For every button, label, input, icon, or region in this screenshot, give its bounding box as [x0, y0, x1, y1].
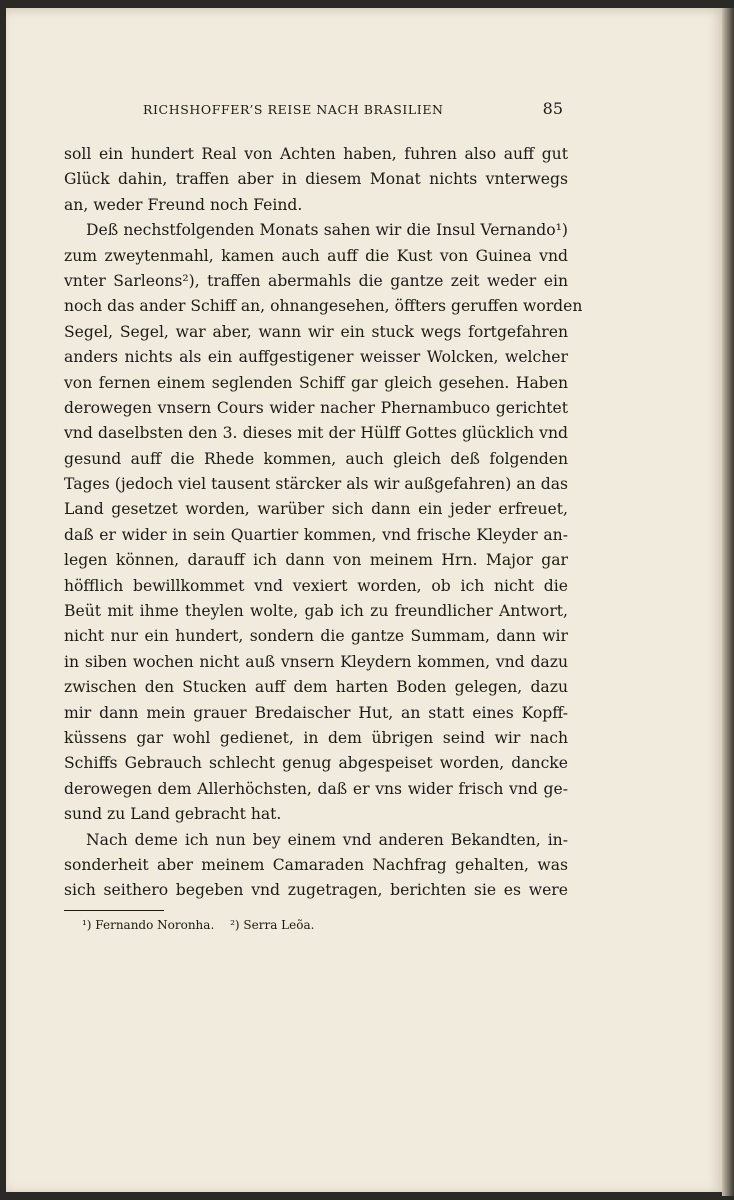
- text-line: legen können, darauff ich dann von meinem Hrn. Major gar: [64, 551, 568, 570]
- text-line: noch das ander Schiff an, ohnangesehen, öffters geruffen worden: [64, 297, 583, 316]
- text-line: Schiffs Gebrauch schlecht genug abgespeiset worden, dancke: [64, 754, 568, 773]
- text-line: vnter Sarleons²), traffen abermahls die gantze zeit weder ein: [64, 271, 568, 290]
- text-line: sund zu Land gebracht hat.: [64, 805, 282, 824]
- text-line: soll ein hundert Real von Achten haben, fuhren also auff gut: [64, 145, 568, 163]
- text-line: sich seithero begeben vnd zugetragen, berichten sie es were: [64, 881, 568, 900]
- page-edge-shadow: [722, 8, 734, 1196]
- text-line: Land gesetzet worden, warüber sich dann ein jeder erfreuet,: [64, 500, 568, 519]
- text-line: derowegen dem Allerhöchsten, daß er vns wider frisch vnd ge-: [64, 779, 568, 798]
- footnote-rule: [64, 910, 164, 911]
- text-line: derowegen vnsern Cours wider nacher Phernambuco gerichtet: [64, 398, 568, 417]
- text-line: Segel, Segel, war aber, wann wir ein stuck wegs fortgefahren: [64, 322, 568, 341]
- text-line: Nach deme ich nun bey einem vnd anderen Bekandten, in-: [86, 830, 568, 849]
- text-line: an, weder Freund noch Feind.: [64, 195, 303, 214]
- footnote-1: ¹) Fernando Noronha.: [82, 918, 215, 932]
- text-line: Deß nechstfolgenden Monats sahen wir die Insul Vernando¹): [86, 221, 568, 240]
- text-line: Glück dahin, traffen aber in diesem Monat nichts vnterwegs: [64, 170, 568, 189]
- text-line: vnd daselbsten den 3. dieses mit der Hülff Gottes glücklich vnd: [64, 424, 568, 443]
- text-line: gesund auff die Rhede kommen, auch gleich deß folgenden: [64, 449, 568, 468]
- text-line: sonderheit aber meinem Camaraden Nachfrag gehalten, was: [64, 855, 568, 874]
- page-number: 85: [542, 99, 563, 118]
- text-line: daß er wider in sein Quartier kommen, vnd frische Kleyder an-: [64, 525, 568, 544]
- text-line: von fernen einem seglenden Schiff gar gleich gesehen. Haben: [64, 373, 568, 392]
- text-line: küssens gar wohl gedienet, in dem übrigen seind wir nach: [64, 728, 568, 747]
- text-line: in siben wochen nicht auß vnsern Kleydern kommen, vnd dazu: [64, 652, 568, 671]
- text-line: mir dann mein grauer Bredaischer Hut, an statt eines Kopff-: [64, 703, 568, 722]
- text-line: zum zweytenmahl, kamen auch auff die Kust von Guinea vnd: [64, 246, 568, 265]
- body-text: [64, 142, 583, 904]
- text-line: anders nichts als ein auffgestigener weisser Wolcken, welcher: [64, 348, 568, 367]
- text-line: nicht nur ein hundert, sondern die gantze Summam, dann wir: [64, 627, 568, 646]
- footnotes: [82, 918, 326, 932]
- footnote-2: ²) Serra Leõa.: [230, 918, 315, 932]
- text-line: höfflich bewillkommet vnd vexiert worden, ob ich nicht die: [64, 576, 568, 595]
- running-head: RICHSHOFFER’S REISE NACH BRASILIEN: [143, 102, 444, 117]
- text-line: zwischen den Stucken auff dem harten Boden gelegen, dazu: [64, 678, 568, 697]
- page-header: [143, 99, 563, 123]
- text-line: Tages (jedoch viel tausent stärcker als wir außgefahren) an das: [64, 475, 568, 494]
- text-line: Beüt mit ihme theylen wolte, gab ich zu freundlicher Antwort,: [64, 602, 568, 621]
